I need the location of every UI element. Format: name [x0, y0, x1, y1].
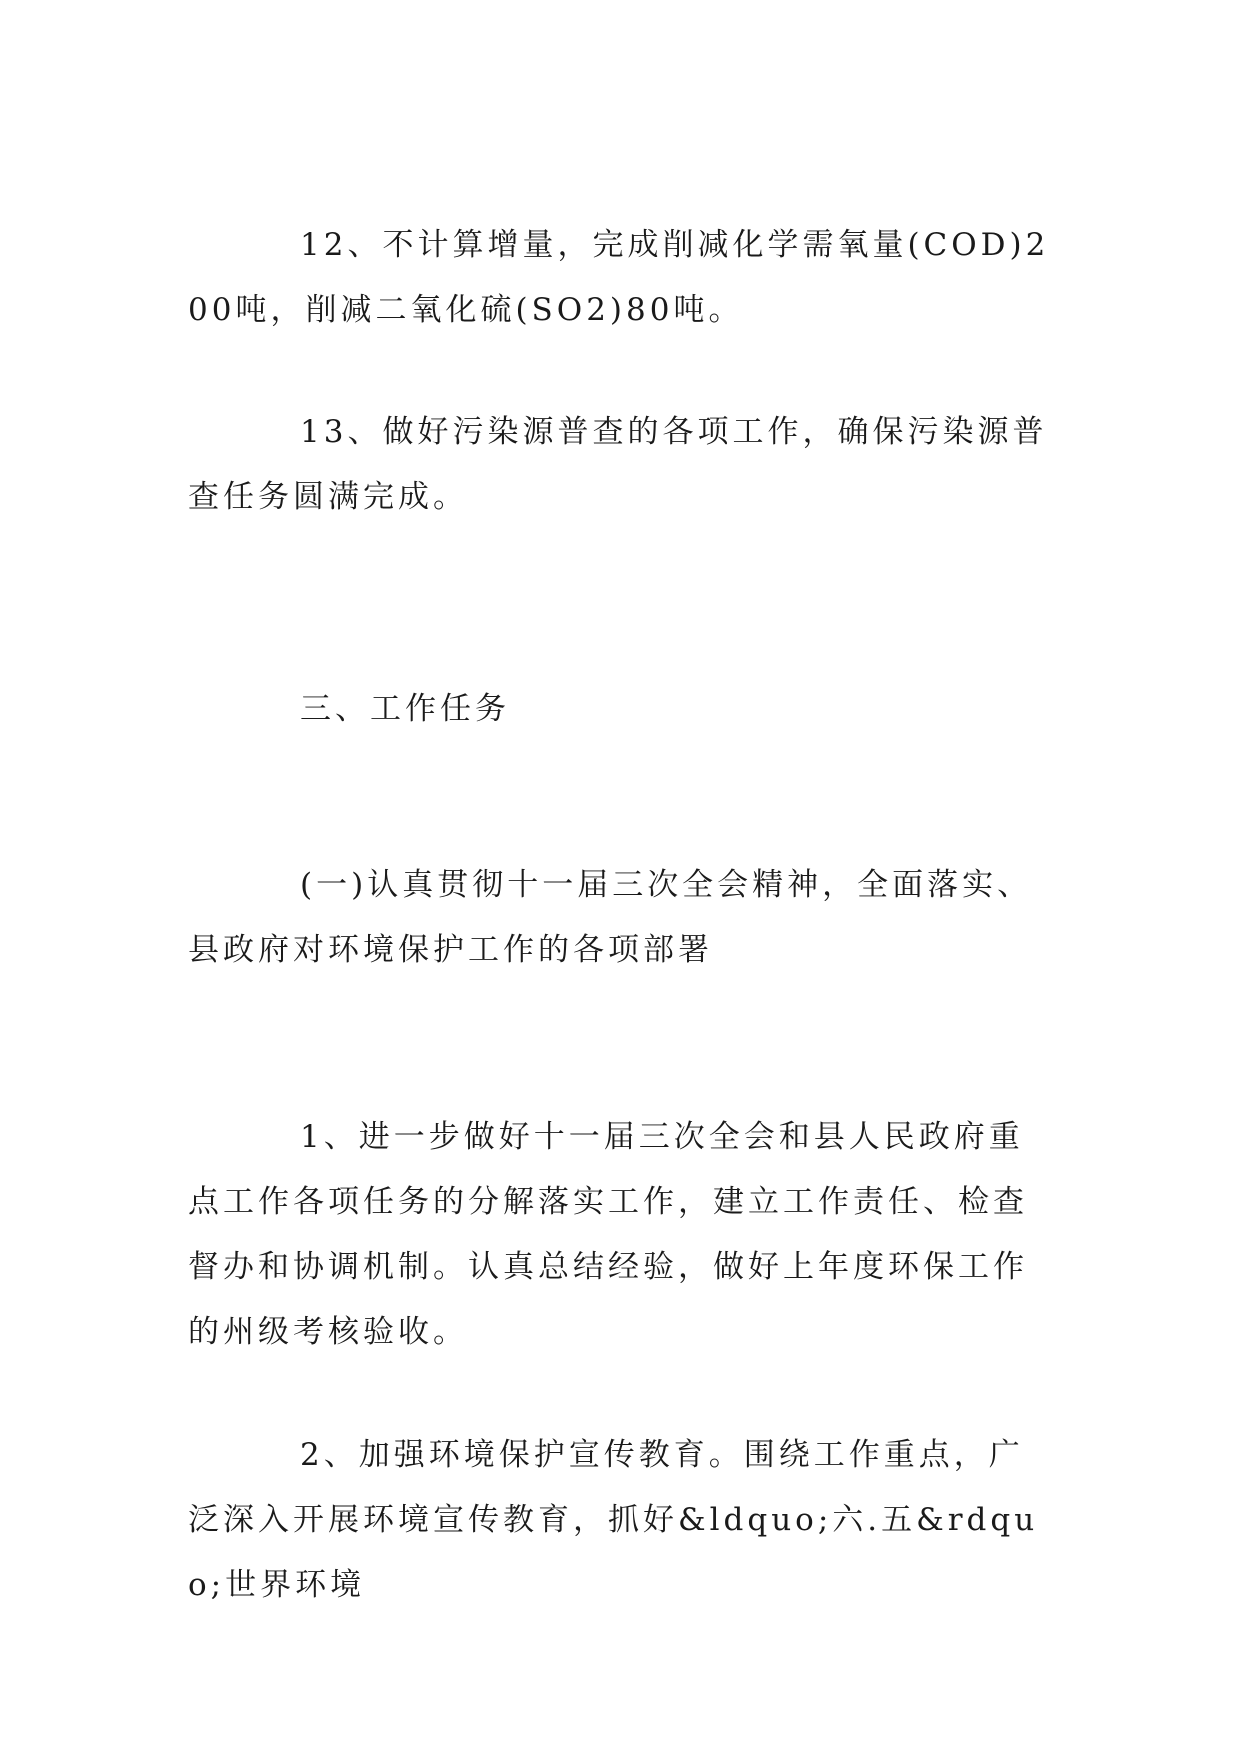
paragraph-item-2: 2、加强环境保护宣传教育。围绕工作重点，广泛深入开展环境宣传教育，抓好&ldquo;六.五&rdquo;世界环境 — [188, 1437, 1039, 1603]
section-heading: 三、工作任务 — [300, 691, 510, 727]
paragraph-item-1: 1、进一步做好十一届三次全会和县人民政府重点工作各项任务的分解落实工作，建立工作责任、检查督办和协调机制。认真总结经验，做好上年度环保工作的州级考核验收。 — [188, 1119, 1028, 1350]
paragraph-item-12: 12、不计算增量，完成削减化学需氧量(COD)200吨，削减二氧化硫(SO2)80吨。 — [188, 227, 1050, 328]
subsection-heading: (一)认真贯彻十一届三次全会精神，全面落实、县政府对环境保护工作的各项部署 — [188, 867, 1033, 968]
paragraph-item-13: 13、做好污染源普查的各项工作，确保污染源普查任务圆满完成。 — [188, 414, 1048, 515]
